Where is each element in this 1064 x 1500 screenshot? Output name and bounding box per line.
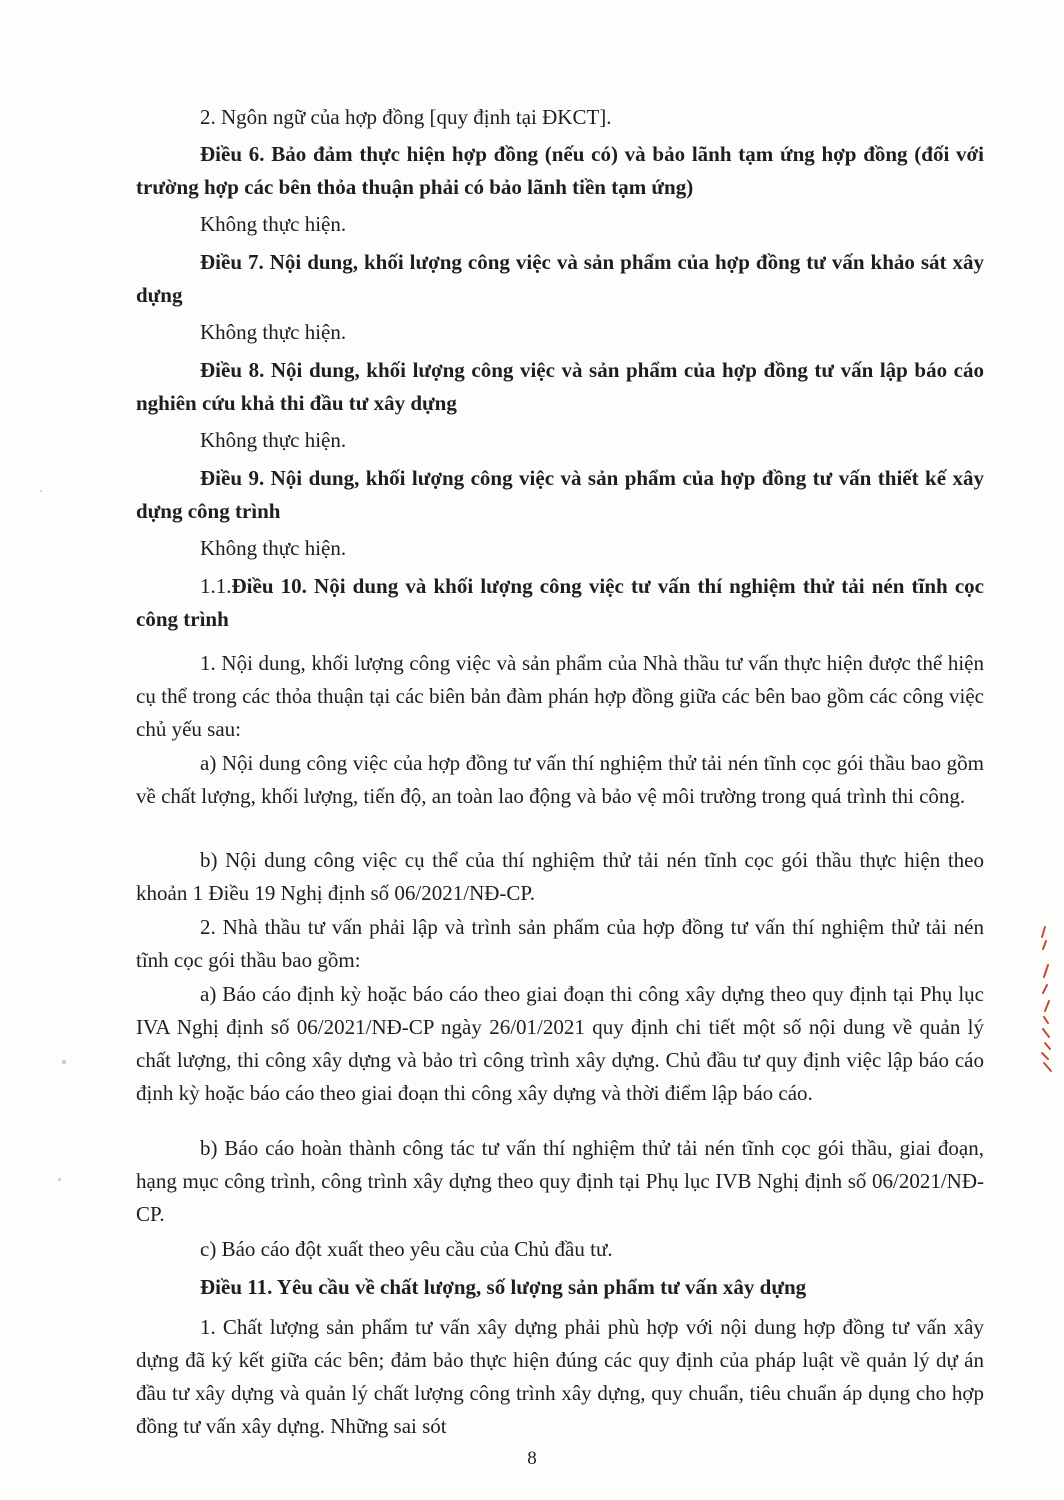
heading-article-11: Điều 11. Yêu cầu về chất lượng, số lượng sản phẩm tư vấn xây dựng [200,1275,807,1299]
red-seal-edge-mark [1036,925,1054,1075]
paragraph-article-9: Không thực hiện. [200,536,347,560]
heading-article-6: Điều 6. Bảo đảm thực hiện hợp đồng (nếu có) và bảo lãnh tạm ứng hợp đồng (đối với trường hợp các bên thỏa thuận phải có bảo lãnh tiền tạm ứng) [136,142,984,199]
paragraph-11-1: 1. Chất lượng sản phẩm tư vấn xây dựng phải phù hợp với nội dung hợp đồng tư vấn xây dựng đã ký kết giữa các bên; đảm bảo thực hiện đúng các quy định của pháp luật về quản lý dự án đầu tư xây dựng và quản lý chất lượng công trình xây dựng, quy chuẩn, tiêu chuẩn áp dụng cho hợp đồng tư vấn xây dựng. Những sai sót [136,1315,984,1438]
paragraph-10-2c: c) Báo cáo đột xuất theo yêu cầu của Chủ đầu tư. [200,1237,613,1261]
paragraph-10-1b: b) Nội dung công việc cụ thể của thí nghiệm thử tải nén tĩnh cọc gói thầu thực hiện theo khoản 1 Điều 19 Nghị định số 06/2021/NĐ-CP. [136,848,984,905]
paragraph-10-1a: a) Nội dung công việc của hợp đồng tư vấn thí nghiệm thử tải nén tĩnh cọc gói thầu bao gồm về chất lượng, khối lượng, tiến độ, an toàn lao động và bảo vệ môi trường trong quá trình thi công. [136,751,984,808]
page-number: 8 [527,1448,537,1469]
heading-article-7: Điều 7. Nội dung, khối lượng công việc và sản phẩm của hợp đồng tư vấn khảo sát xây dựng [136,250,984,307]
paragraph-10-2a: a) Báo cáo định kỳ hoặc báo cáo theo giai đoạn thi công xây dựng theo quy định tại Phụ lục IVA Nghị định số 06/2021/NĐ-CP ngày 26/01/2021 quy định chi tiết một số nội dung về quản lý chất lượng, thi công xây dựng và bảo trì công trình xây dựng. Chủ đầu tư quy định việc lập báo cáo định kỳ hoặc báo cáo theo giai đoạn thi công xây dựng và thời điểm lập báo cáo. [136,982,984,1105]
heading-article-10-text: Điều 10. Nội dung và khối lượng công việc tư vấn thí nghiệm thử tải nén tĩnh cọc công trình [136,574,984,631]
paragraph-10-2b: b) Báo cáo hoàn thành công tác tư vấn thí nghiệm thử tải nén tĩnh cọc gói thầu, giai đoạn, hạng mục công trình, công trình xây dựng theo quy định tại Phụ lục IVB Nghị định số 06/2021/NĐ-CP. [136,1136,984,1226]
heading-article-10 [136,570,984,636]
paragraph-article-6: Không thực hiện. [200,212,347,236]
paragraph-article-8: Không thực hiện. [200,428,347,452]
scan-speck [40,490,42,492]
heading-article-8: Điều 8. Nội dung, khối lượng công việc và sản phẩm của hợp đồng tư vấn lập báo cáo nghiên cứu khả thi đầu tư xây dựng [136,358,984,415]
scan-speck [62,1060,66,1064]
paragraph-article-7: Không thực hiện. [200,320,347,344]
paragraph-10-1: 1. Nội dung, khối lượng công việc và sản phẩm của Nhà thầu tư vấn thực hiện được thể hiện cụ thể trong các thỏa thuận tại các biên bản đàm phán hợp đồng giữa các bên bao gồm các công việc chủ yếu sau: [136,651,984,741]
heading-article-9: Điều 9. Nội dung, khối lượng công việc và sản phẩm của hợp đồng tư vấn thiết kế xây dựng công trình [136,466,984,523]
heading-number-prefix: 1.1. [200,574,232,598]
paragraph-10-2: 2. Nhà thầu tư vấn phải lập và trình sản phẩm của hợp đồng tư vấn thí nghiệm thử tải nén tĩnh cọc gói thầu bao gồm: [136,915,984,972]
scan-speck [58,1178,61,1181]
paragraph-language: 2. Ngôn ngữ của hợp đồng [quy định tại ĐKCT]. [200,105,612,129]
